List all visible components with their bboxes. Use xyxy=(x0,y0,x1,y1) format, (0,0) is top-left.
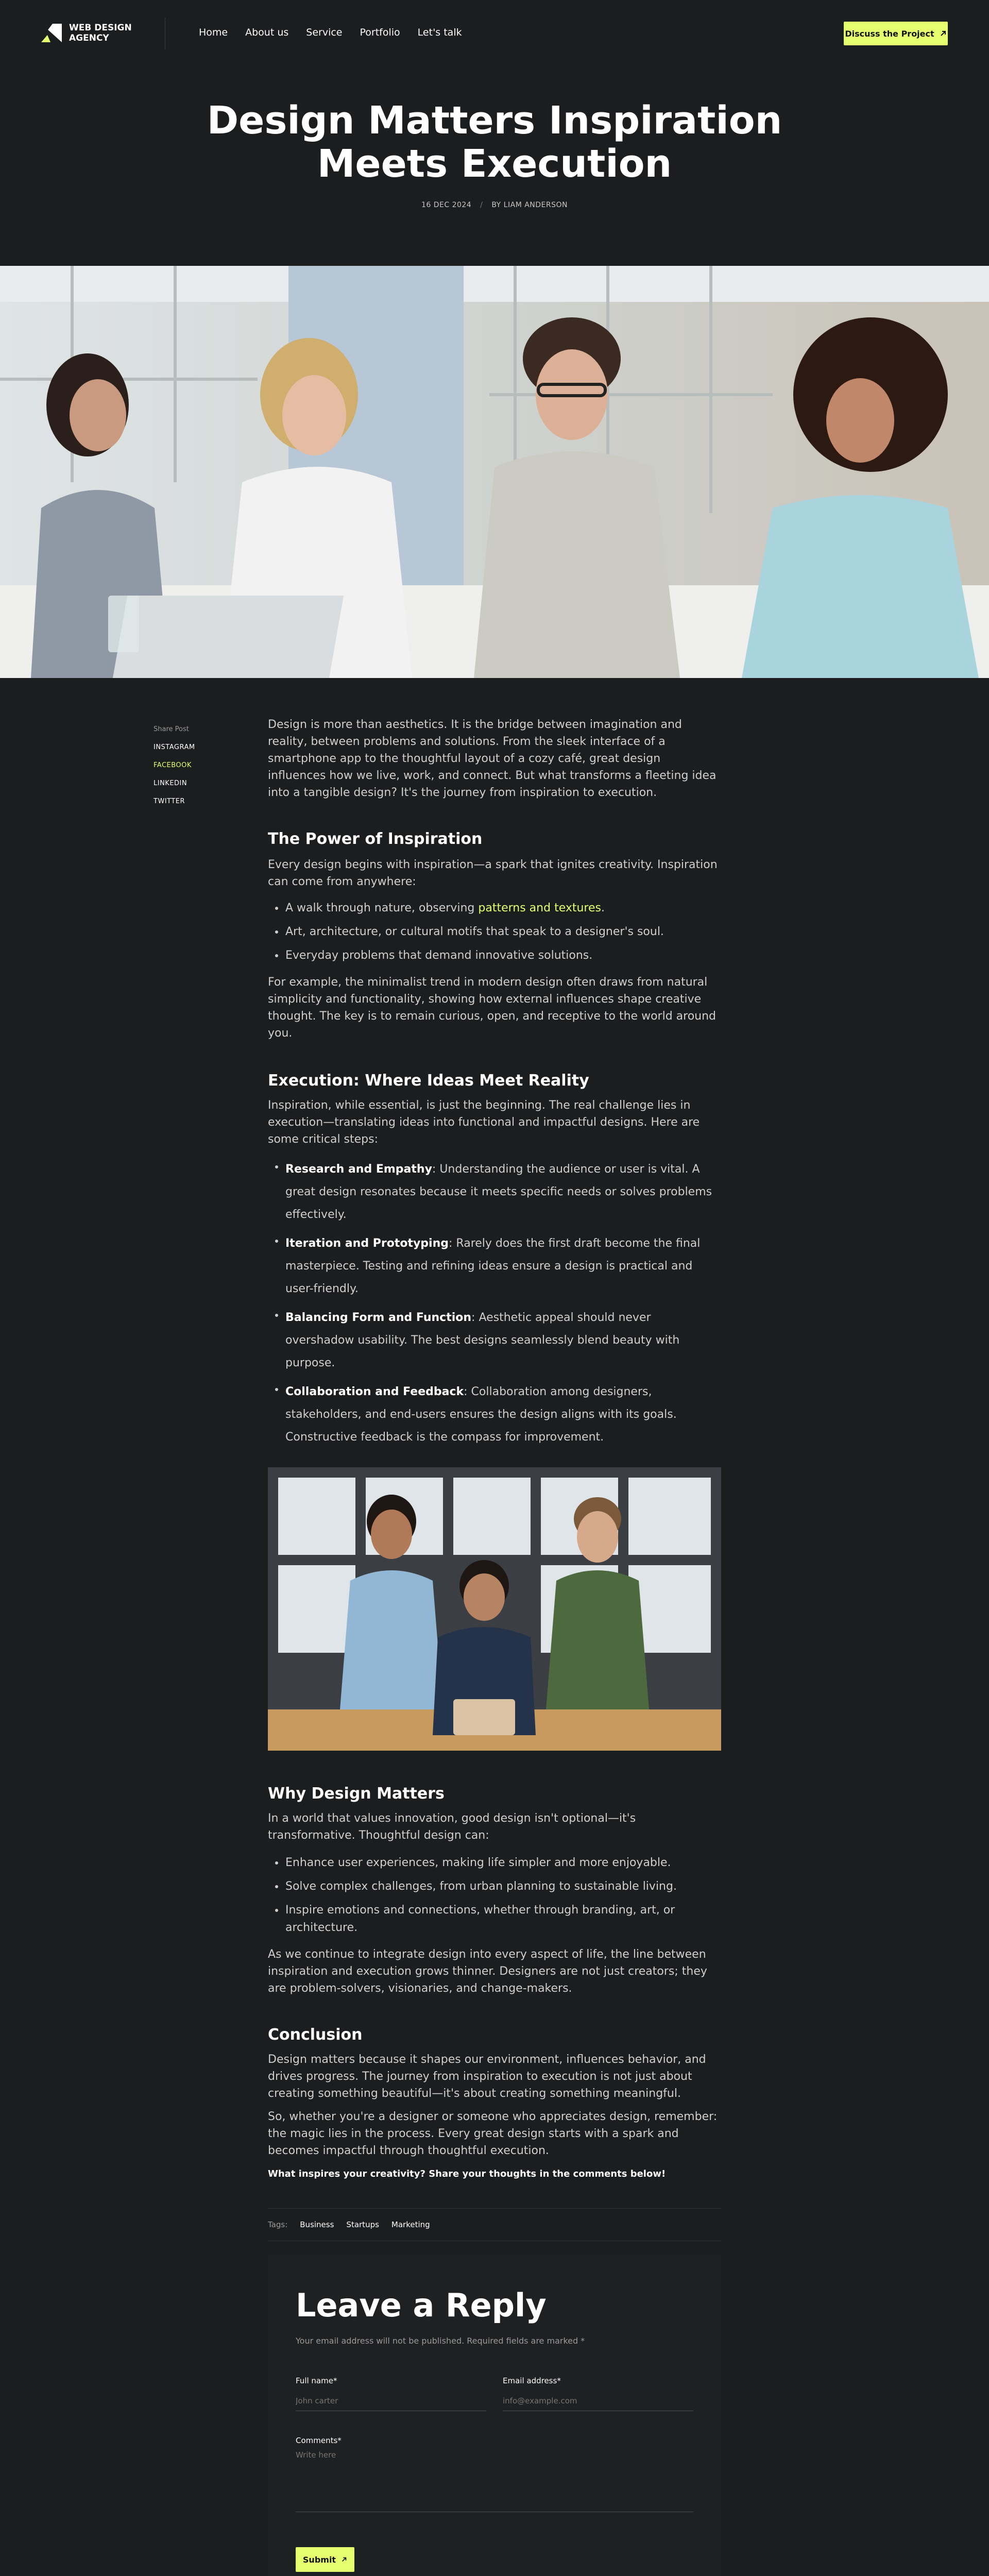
email-input[interactable] xyxy=(503,2391,693,2411)
list-item: Art, architecture, or cultural motifs that speak to a designer's soul. xyxy=(268,923,721,941)
reply-title: Leave a Reply xyxy=(296,2286,547,2324)
nav-link-home[interactable]: Home xyxy=(199,27,228,38)
tag-marketing[interactable]: Marketing xyxy=(391,2220,430,2229)
team-image xyxy=(268,1467,721,1751)
share-instagram-link[interactable]: INSTAGRAM xyxy=(154,743,195,751)
post-meta: 16 DEC 2024 / BY LIAM ANDERSON xyxy=(421,201,568,209)
nav-link-contact[interactable]: Let's talk xyxy=(417,27,462,38)
list-item: Iteration and Prototyping: Rarely does the first draft become the final masterpiece. Testing and refining ideas ensure a design is practical and user-friendly. xyxy=(268,1232,721,1300)
list-item: Collaboration and Feedback: Collaboration among designers, stakeholders, and end-users ensures the design aligns with its goals. Constructive feedback is the compass for improvement. xyxy=(268,1381,721,1449)
heading-power: The Power of Inspiration xyxy=(268,830,483,848)
reply-form xyxy=(268,2255,721,2576)
share-linkedin-link[interactable]: LINKEDIN xyxy=(154,779,187,787)
execution-list xyxy=(268,1158,721,1449)
top-nav xyxy=(0,0,989,67)
why-list xyxy=(268,1854,721,1937)
highlight-link[interactable]: patterns and textures xyxy=(478,902,601,914)
paragraph-example: For example, the minimalist trend in modern design often draws from natural simplicity and functionality, showing how external influences shape creative thought. The key is to remain curious, open, and receptive to the world around you. xyxy=(268,976,717,1040)
name-label: Full name* xyxy=(296,2376,337,2385)
nav-link-about[interactable]: About us xyxy=(245,27,289,38)
tag-startups[interactable]: Startups xyxy=(346,2220,379,2229)
list-item: Research and Empathy: Understanding the audience or user is vital. A great design resonates because it meets specific needs or solves problems effectively. xyxy=(268,1158,721,1226)
arrow-up-right-icon xyxy=(940,30,947,37)
heading-why: Why Design Matters xyxy=(268,1785,445,1803)
reply-note: Your email address will not be published. Required fields are marked * xyxy=(296,2336,585,2346)
list-item: A walk through nature, observing patterns and textures. xyxy=(268,900,721,917)
share-facebook-link[interactable]: FACEBOOK xyxy=(154,761,192,769)
share-label: Share Post xyxy=(154,725,189,733)
list-item: Balancing Form and Function: Aesthetic appeal should never overshadow usability. The best designs seamlessly blend beauty with purpose. xyxy=(268,1307,721,1375)
paragraph-execution: Inspiration, while essential, is just the beginning. The real challenge lies in execution—translating ideas into functional and impactful designs. Here are some critical steps: xyxy=(268,1099,700,1146)
article-intro: Design is more than aesthetics. It is the bridge between imagination and reality, between problems and solutions. From the sleek interface of a smartphone app to the thoughtful layout of a cozy café, great design influences how we live, work, and connect. But what transforms a fleeting idea into a tangible design? It's the journey from inspiration to execution. xyxy=(268,718,717,799)
list-item: Enhance user experiences, making life simpler and more enjoyable. xyxy=(268,1854,721,1872)
email-label: Email address* xyxy=(503,2376,561,2385)
comment-label: Comments* xyxy=(296,2436,342,2445)
power-list xyxy=(268,900,721,964)
post-author: BY LIAM ANDERSON xyxy=(491,201,568,209)
comment-textarea[interactable] xyxy=(296,2450,693,2512)
closing-question: What inspires your creativity? Share your thoughts in the comments below! xyxy=(268,2168,666,2179)
heading-conclusion: Conclusion xyxy=(268,2026,363,2044)
submit-button[interactable] xyxy=(296,2547,354,2572)
hero-image xyxy=(0,266,989,678)
share-sidebar xyxy=(154,720,195,810)
nav-links xyxy=(199,27,462,38)
tags-bar xyxy=(268,2208,721,2241)
submit-label: Submit xyxy=(302,2554,336,2565)
arrow-up-right-icon xyxy=(341,2556,347,2563)
page-title: Design Matters Inspiration Meets Execution xyxy=(207,98,782,186)
paragraph-why: In a world that values innovation, good design isn't optional—it's transformative. Thoughtful design can: xyxy=(268,1812,636,1842)
list-item: Solve complex challenges, from urban planning to sustainable living. xyxy=(268,1878,721,1895)
paragraph-conclusion-2: So, whether you're a designer or someone who appreciates design, remember: the magic lies in the process. Every great design starts with a spark and becomes impactful through thoughtful execution. xyxy=(268,2110,718,2157)
tag-business[interactable]: Business xyxy=(300,2220,334,2229)
nav-link-service[interactable]: Service xyxy=(306,27,343,38)
post-date: 16 DEC 2024 xyxy=(421,201,472,209)
discuss-project-button[interactable] xyxy=(844,22,948,45)
tags-label: Tags: xyxy=(268,2220,288,2229)
paragraph-why-2: As we continue to integrate design into every aspect of life, the line between inspiration and execution grows thinner. Designers are not just creators; they are problem-solvers, visionaries, and change-makers. xyxy=(268,1948,707,1995)
article-body xyxy=(268,716,721,2182)
brand-logo-icon[interactable] xyxy=(41,24,62,42)
paragraph-power: Every design begins with inspiration—a spark that ignites creativity. Inspiration can come from anywhere: xyxy=(268,858,718,888)
paragraph-conclusion-1: Design matters because it shapes our environment, influences behavior, and drives progress. The journey from inspiration to execution is not just about creating something beautiful—it's about creating something meaningful. xyxy=(268,2053,706,2100)
brand-name[interactable]: WEB DESIGN AGENCY xyxy=(69,23,132,43)
heading-execution: Execution: Where Ideas Meet Reality xyxy=(268,1072,589,1090)
share-twitter-link[interactable]: TWITTER xyxy=(154,798,185,805)
list-item: Inspire emotions and connections, whether through branding, art, or architecture. xyxy=(268,1902,721,1937)
list-item: Everyday problems that demand innovative solutions. xyxy=(268,947,721,964)
discuss-project-label: Discuss the Project xyxy=(845,28,934,39)
nav-link-portfolio[interactable]: Portfolio xyxy=(360,27,400,38)
name-input[interactable] xyxy=(296,2391,486,2411)
